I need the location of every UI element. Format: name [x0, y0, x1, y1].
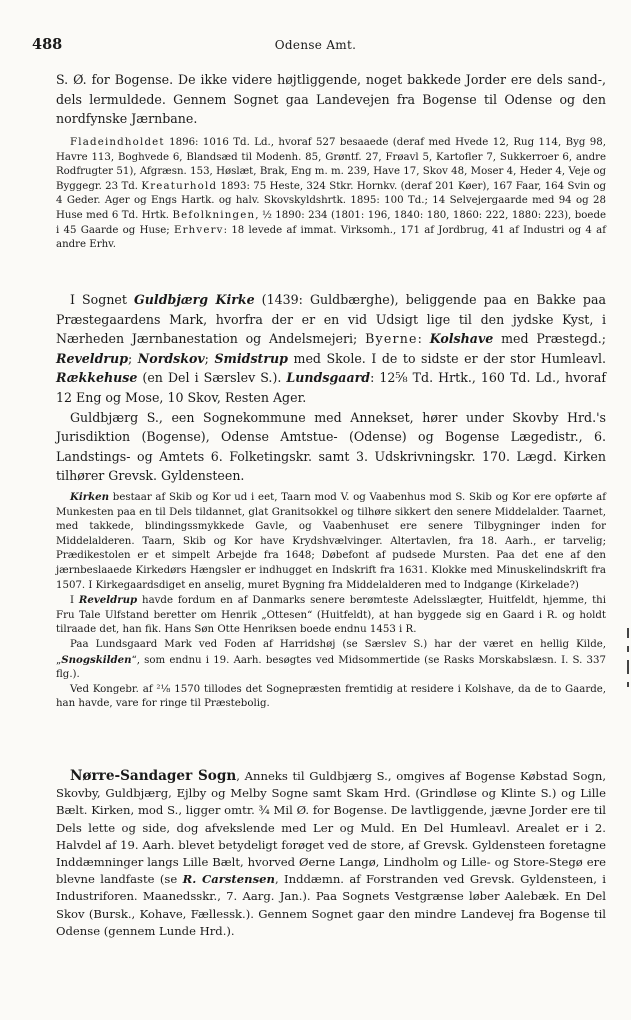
norre-text-a: , Anneks til Guldbjærg S., omgives af Bogense Købstad Sogn, Skovby, Guldbjærg, Ejlby og Melby Sogne samt Skam Hrd. (Grindløse og Klinte S.) og Lille Bælt. Kirken, mod S., ligger omtr. ¾ Mil Ø. for Bogense. De lavtliggende, jævne Jorder ere til Dels lette og side, dog afvekslende med Ler og Muld. En Del Humleavl. Arealet er i 2. Halvdel af 19. Aarh. blevet betydeligt forøget ved de store, af Grevsk. Gyldensteen foretagne Inddæmninger langs Lille Bælt, hvorved Øerne Langø, Lindholm og Lille- og Store-Stegø ere blevne landfaste (se — [56, 769, 607, 887]
norre-sandager-title: Nørre-Sandager Sogn — [70, 768, 237, 784]
lundsgaard-note-b: “, som endnu i 19. Aarh. besøgtes ved Midsommertide (se Rasks Morskabslæsn. I. S. 337 flg.). — [56, 654, 606, 681]
place-lundsgaard: Lundsgaard — [286, 370, 371, 386]
erhverv-text: : 18 levede af immat. Virksomh., 171 af Jordbrug, 41 af Industri og 4 af andre Erhv. — [56, 224, 606, 251]
church-name: Guldbjærg Kirke — [134, 292, 255, 307]
scan-margin-marks — [619, 628, 629, 708]
kongebrev-note: Ved Kongebr. af ²¹⁄₈ 1570 tillodes det Sognepræsten fremtidig at residere i Kolshave, da de to Gaarde, han havde, vare for ringe til Præstebolig. — [56, 683, 606, 710]
parish-text-f: ; — [204, 350, 215, 366]
parish-text-e: ; — [128, 350, 138, 366]
parish-section — [56, 290, 606, 486]
kirken-label: Kirken — [70, 491, 110, 503]
notes-section — [56, 490, 606, 712]
kreaturhold-label: Kreaturhold — [141, 180, 218, 192]
carstensen-label: R. Carstensen — [182, 872, 275, 887]
intro-paragraph — [56, 70, 606, 129]
kreaturhold-text: 1893: 75 Heste, 324 Stkr. Hornkv. (deraf 201 Køer), 167 Faar, 164 Svin og 4 Geder. Ager og Engs Hartk. og halv. Skovskyldshrtk. 1895: 100 Td.; 14 Selvejergaarde med 94 og 28 Huse med 6 Td. Hrtk. — [56, 180, 607, 221]
place-reveldrup: Reveldrup — [56, 350, 128, 366]
scan-mark — [627, 682, 629, 687]
intro-text: S. Ø. for Bogense. De ikke videre højtliggende, noget bakkede Jorder ere dels sand-, dels lermuldede. Gennem Sognet gaa Landevejen fra Bogense til Odense og den nordfynske Jærnbane. — [56, 72, 606, 127]
reveldrup-note-a: I — [70, 595, 79, 607]
church-note — [56, 490, 606, 593]
byerne-label: Byerne — [365, 331, 418, 347]
reveldrup-note — [56, 593, 606, 638]
erhverv-label: Erhverv — [173, 224, 224, 236]
fladeindhold-text: 1896: 1016 Td. Ld., hvoraf 527 besaaede (deraf med Hvede 12, Rug 114, Byg 98, Havre 113, Boghvede 6, Blandsæd til Modenh. 85, Grøntf. 27, Frøavl 5, Kartofler 7, Sukkerroer 6, andre Rodfrugter 51), Afgræsn. 153, Høslæt, Brak, Eng m. m. 239, Have 17, Skov 48, Moser 4, Heder 4, Veje og Byggegr. 23 Td. — [56, 137, 606, 192]
parish-text-d: med Præstegd.; — [493, 331, 606, 347]
lundsgaard-note-a: Paa Lundsgaard Mark ved Foden af Harridshøj (se Særslev S.) har der været en hellig Kilde, „ — [56, 638, 606, 666]
norre-sandager-paragraph — [56, 768, 606, 940]
reveldrup-note-b: havde fordum en af Danmarks senere berømteste Adelsslægter, Huitfeldt, hjemme, thi Fru Tale Ulfstand beretter om Henrik „Ottesen“ (Huitfeldt), at han byggede sig en Gaard i R. og holdt tilraade det, han fik. Hans Søn Otte Henriksen boede endnu 1453 i R. — [56, 595, 606, 636]
place-nordskov: Nordskov — [137, 350, 205, 366]
norre-sandager-section — [56, 768, 606, 940]
reveldrup-label: Reveldrup — [78, 594, 138, 607]
page-header — [28, 36, 603, 56]
parish-text-b: (1439: Guldbærghe), beliggende paa en Bakke paa Præstegaardens Mark, hvorfra der er en vid Udsigt lige til den jydske Kyst, i Nærheden Jærnbanestation og Andelsmejeri; — [56, 292, 606, 347]
lundsgaard-note — [56, 638, 606, 683]
parish-paragraph — [56, 290, 606, 408]
befolkning-text: , ½ 1890: 234 (1801: 196, 1840: 180, 1860: 222, 1880: 223), boede i 45 Gaarde og Huse; — [56, 209, 606, 236]
snogskilden-label: Snogskilden — [61, 653, 132, 666]
place-rakkehuse: Rækkehuse — [56, 370, 138, 386]
befolkning-label: Befolkningen — [172, 209, 256, 221]
scan-mark — [627, 646, 629, 652]
place-kolshave: Kolshave — [429, 331, 494, 347]
parish-text-g: med Skole. I de to sidste er der stor Humleavl. — [287, 350, 607, 366]
parish-text-i: : 12⅝ Td. Hrtk., 160 Td. Ld., hvoraf 12 Eng og Mose, 10 Skov, Resten Ager. — [56, 370, 606, 405]
fladeindhold-label: Fladeindholdet — [70, 137, 165, 148]
church-note-text: bestaar af Skib og Kor ud i eet, Taarn mod V. og Vaabenhus mod S. Skib og Kor ere opførte af Munkesten paa en til Dels tildannet, glat Granitsokkel og tilhøre sikkert den senere Middelalder. Taarnet, med takkede, blindingssmykkede Gavle, og Vaabenhuset ere senere Tilbygninger inden for Middelalderen. Taarn, Skib og Kor have Krydshvælvinger. Altertavlen, fra 18. Aarh., er tarvelig; Prædikestolen er et simpelt Arbejde fra 1648; Døbefont af pudsede Mursten. Paa det ene af den jærnbeslaaede Kirkedørs Hængsler er indhugget en Indskrift fra 1631. Klokke med Minuskelindskrift fra 1507. I Kirkegaardsdiget en anselig, muret Bygning fra Middelalderen med to Indgange (Kirkelade?) — [56, 492, 606, 591]
parish-text-h: (en Del i Særslev S.). — [137, 370, 287, 386]
jurisdiction-paragraph: Guldbjærg S., een Sognekommune med Annekset, hører under Skovby Hrd.'s Jurisdiktion (Bogense), Odense Amtstue- (Odense) og Bogense Lægedistr., 6. Landstings- og Amtets 6. Folketingskr. samt 3. Udskrivningskr. 170. Lægd. Kirken tilhører Grevsk. Gyldensteen. — [56, 409, 606, 484]
statistics-text — [56, 136, 606, 253]
parish-text-a: I Sognet — [70, 292, 135, 307]
parish-text-c: : — [417, 331, 430, 347]
scan-mark — [627, 628, 629, 638]
norre-text-b: , Inddæmn. af Forstranden ved Grevsk. Gyldensteen, i Industriforen. Maanedsskr., 7. Aarg. Jan.). Paa Sognets Vestgrænse løber Aalebæk. En Del Skov (Bursk., Kohave, Fællessk.). Gennem Sognet gaar den mindre Landevej fra Bogense til Odense (gennem Lunde Hrd.). — [56, 872, 607, 938]
running-title: Odense Amt. — [274, 38, 357, 52]
page-number: 488 — [32, 36, 63, 53]
place-smidstrup: Smidstrup — [214, 350, 288, 366]
scan-mark — [627, 660, 629, 674]
statistics-paragraph — [56, 136, 606, 253]
